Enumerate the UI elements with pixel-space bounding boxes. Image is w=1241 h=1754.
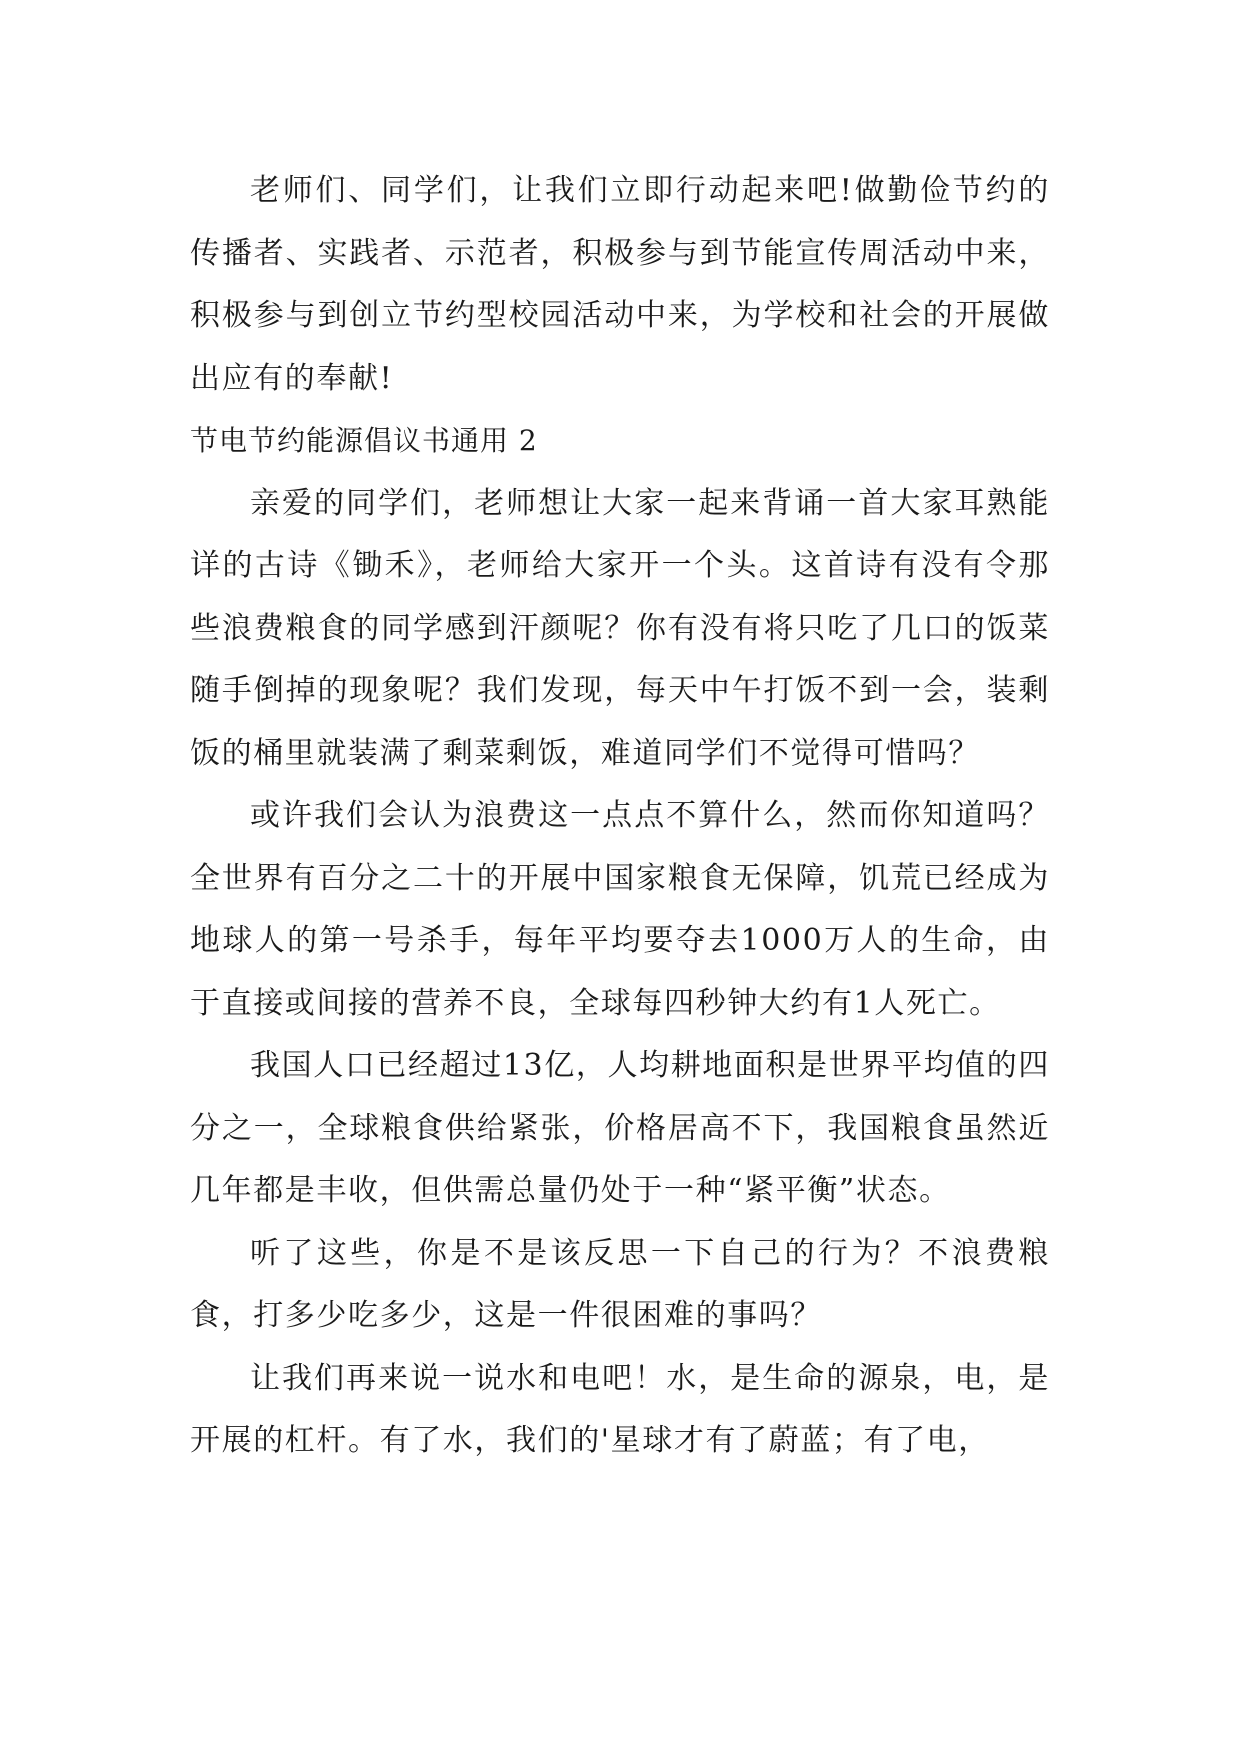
paragraph-world-hunger: 或许我们会认为浪费这一点点不算什么，然而你知道吗？全世界有百分之二十的开展中国家粮食无保障，饥荒已经成为地球人的第一号杀手，每年平均要夺去1000万人的生命，由于直接或间接的营养不良，全球每四秒钟大约有1人死亡。	[190, 798, 1050, 1021]
paragraph-reflection: 听了这些，你是不是该反思一下自己的行为？不浪费粮食，打多少吃多少，这是一件很困难的事吗？	[190, 1235, 1050, 1333]
paragraph-water-electricity: 让我们再来说一说水和电吧！水，是生命的源泉，电，是开展的杠杆。有了水，我们的'星球才有了蔚蓝；有了电，	[190, 1360, 1050, 1458]
section-heading: 节电节约能源倡议书通用 2	[190, 424, 538, 457]
paragraph-closing-appeal: 老师们、同学们，让我们立即行动起来吧!做勤俭节约的传播者、实践者、示范者，积极参与到节能宣传周活动中来，积极参与到创立节约型校园活动中来，为学校和社会的开展做出应有的奉献!	[190, 173, 1050, 396]
paragraph-poem-intro: 亲爱的同学们，老师想让大家一起来背诵一首大家耳熟能详的古诗《锄禾》，老师给大家开一个头。这首诗有没有令那些浪费粮食的同学感到汗颜呢？你有没有将只吃了几口的饭菜随手倒掉的现象呢？我们发现，每天中午打饭不到一会，装剩饭的桶里就装满了剩菜剩饭，难道同学们不觉得可惜吗？	[190, 485, 1050, 771]
paragraph-china-grain: 我国人口已经超过13亿，人均耕地面积是世界平均值的四分之一，全球粮食供给紧张，价格居高不下，我国粮食虽然近几年都是丰收，但供需总量仍处于一种“紧平衡”状态。	[190, 1048, 1050, 1208]
document-body	[190, 160, 1050, 1473]
